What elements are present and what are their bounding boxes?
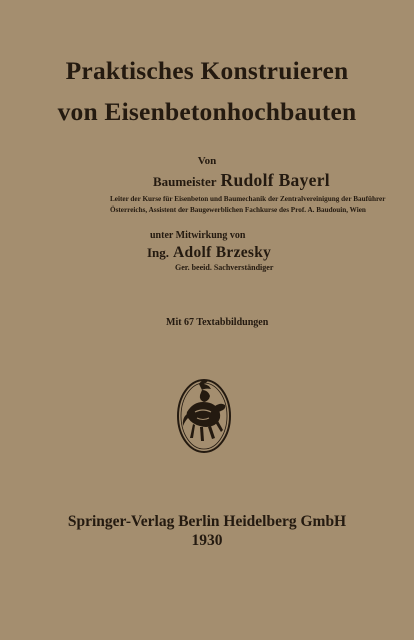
author-name: Rudolf Bayerl	[220, 170, 330, 190]
coauthor-name: Adolf Brzesky	[173, 244, 272, 261]
author-affiliation-line-2: Österreichs, Assistent der Baugewerblichen Fachkurse des Prof. A. Baudouin, Wien	[110, 206, 366, 214]
by-label: Von	[197, 155, 217, 167]
book-title-line-2: von Eisenbetonhochbauten	[57, 97, 357, 126]
springer-knight-logo	[175, 372, 233, 456]
coauthor	[147, 244, 271, 262]
coauthor-role: Ger. beeid. Sachverständiger	[175, 263, 274, 272]
collaboration-label: unter Mitwirkung von	[150, 230, 246, 241]
publisher: Springer-Verlag Berlin Heidelberg GmbH	[67, 513, 347, 530]
author	[153, 170, 330, 191]
publication-year: 1930	[191, 532, 223, 549]
author-affiliation-line-1: Leiter der Kurse für Eisenbeton und Baumechanik der Zentralvereinigung der Bauführer	[110, 195, 386, 203]
book-title-line-1: Praktisches Konstruieren	[65, 56, 349, 85]
coauthor-prefix: Ing.	[147, 245, 170, 260]
figures-note: Mit 67 Textabbildungen	[166, 317, 269, 328]
author-prefix: Baumeister	[153, 174, 217, 189]
